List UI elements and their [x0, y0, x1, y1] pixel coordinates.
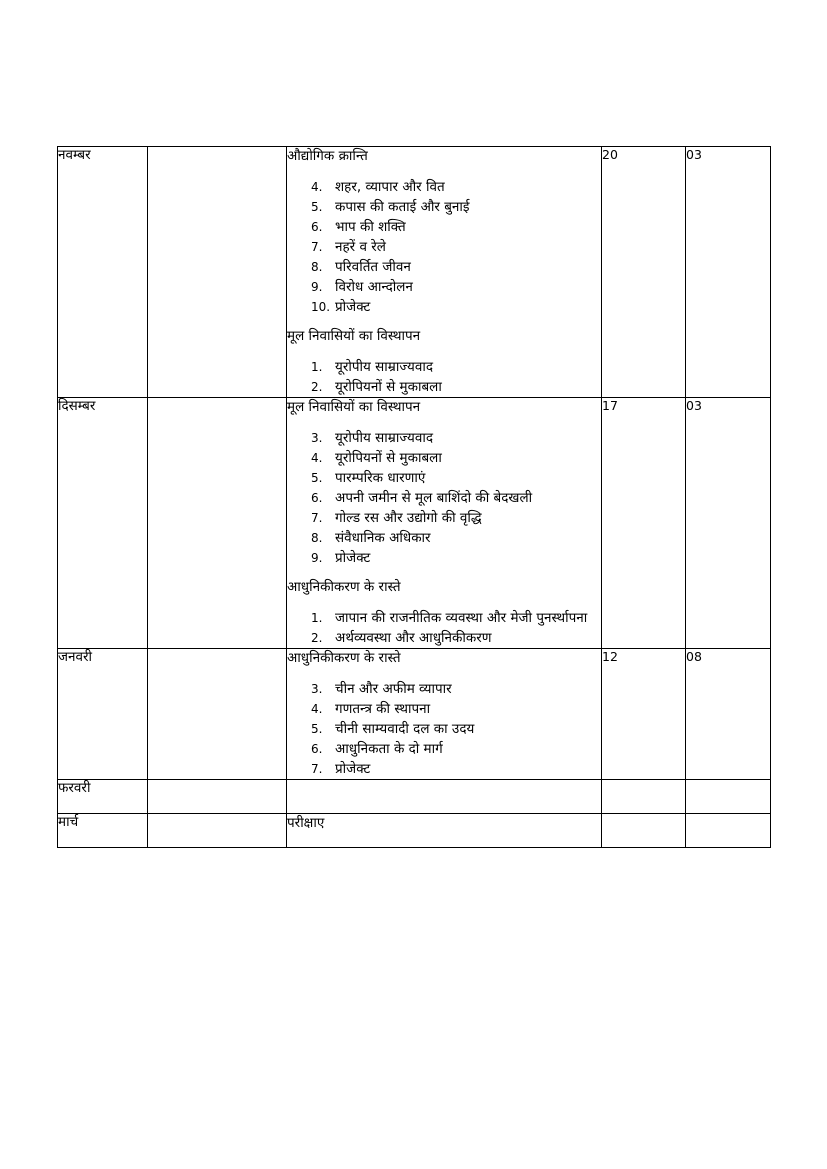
topic-list — [287, 679, 601, 779]
list-item — [311, 628, 601, 648]
list-item-text: प्रोजेक्ट — [335, 299, 371, 315]
periods-cell: 17 — [602, 398, 686, 649]
list-item-text: अर्थव्यवस्था और आधुनिकीकरण — [335, 630, 492, 646]
activities-cell: 03 — [686, 398, 771, 649]
blank-cell — [148, 147, 287, 398]
list-item-text: आधुनिकता के दो मार्ग — [335, 741, 443, 757]
list-item-number: 1. — [311, 611, 323, 625]
list-item-number: 5. — [311, 200, 323, 214]
list-item-text: यूरोपीय साम्राज्यवाद — [335, 430, 434, 446]
table-row — [58, 147, 771, 398]
topic-cell — [287, 147, 602, 398]
list-item-number: 3. — [311, 682, 323, 696]
table-row — [58, 649, 771, 780]
month-cell: नवम्बर — [58, 147, 148, 398]
periods-cell: 20 — [602, 147, 686, 398]
month-cell: फरवरी — [58, 780, 148, 814]
table-row — [58, 398, 771, 649]
topic-heading: औद्योगिक क्रान्ति — [287, 148, 368, 164]
list-item — [311, 739, 601, 759]
topic-cell — [287, 398, 602, 649]
list-item-number: 4. — [311, 180, 323, 194]
list-item-text: चीन और अफीम व्यापार — [335, 681, 452, 697]
list-item-number: 9. — [311, 280, 323, 294]
topic-list — [287, 608, 601, 648]
list-item-number: 4. — [311, 451, 323, 465]
periods-cell: 12 — [602, 649, 686, 780]
list-item-text: यूरोपियनों से मुकाबला — [335, 450, 442, 466]
list-item-text: गणतन्त्र की स्थापना — [335, 701, 431, 717]
month-cell: दिसम्बर — [58, 398, 148, 649]
list-item — [311, 759, 601, 779]
list-item-text: यूरोपीय साम्राज्यवाद — [335, 359, 434, 375]
list-item — [311, 357, 601, 377]
list-item-number: 4. — [311, 702, 323, 716]
list-item-number: 6. — [311, 491, 323, 505]
list-item — [311, 679, 601, 699]
syllabus-table — [57, 146, 771, 848]
list-item — [311, 177, 601, 197]
list-item-number: 5. — [311, 471, 323, 485]
topic-cell — [287, 814, 602, 848]
topic-list — [287, 428, 601, 568]
periods-cell — [602, 814, 686, 848]
activities-cell: 03 — [686, 147, 771, 398]
list-item-number: 2. — [311, 631, 323, 645]
topic-list — [287, 177, 601, 317]
topic-list — [287, 357, 601, 397]
blank-cell — [148, 814, 287, 848]
table-row — [58, 814, 771, 848]
topic-heading: आधुनिकीकरण के रास्ते — [287, 579, 401, 595]
list-item — [311, 428, 601, 448]
list-item-number: 1. — [311, 360, 323, 374]
list-item-number: 9. — [311, 551, 323, 565]
topic-cell — [287, 780, 602, 814]
list-item — [311, 528, 601, 548]
list-item — [311, 377, 601, 397]
list-item-number: 3. — [311, 431, 323, 445]
list-item — [311, 468, 601, 488]
list-item-number: 6. — [311, 742, 323, 756]
list-item-text: जापान की राजनीतिक व्यवस्था और मेजी पुनर्स्थापना — [335, 610, 588, 626]
list-item-text: कपास की कताई और बुनाई — [335, 199, 470, 215]
list-item-text: नहरें व रेले — [335, 239, 386, 255]
list-item-text: गोल्ड रस और उद्योगो की वृद्धि — [335, 510, 482, 526]
list-item-text: चीनी साम्यवादी दल का उदय — [335, 721, 475, 737]
list-item-text: प्रोजेक्ट — [335, 550, 371, 566]
blank-cell — [148, 780, 287, 814]
topic-heading: परीक्षाए — [287, 815, 325, 831]
list-item-text: भाप की शक्ति — [335, 219, 406, 235]
list-item — [311, 197, 601, 217]
list-item-text: संवैधानिक अधिकार — [335, 530, 431, 546]
list-item-number: 10. — [311, 300, 331, 314]
list-item — [311, 448, 601, 468]
list-item — [311, 277, 601, 297]
list-item-text: शहर, व्यापार और वित — [335, 179, 445, 195]
list-item — [311, 548, 601, 568]
list-item-text: परिवर्तित जीवन — [335, 259, 411, 275]
list-item-number: 7. — [311, 240, 323, 254]
activities-cell — [686, 814, 771, 848]
list-item — [311, 297, 601, 317]
topic-heading: मूल निवासियों का विस्थापन — [287, 328, 421, 344]
list-item — [311, 608, 601, 628]
list-item — [311, 719, 601, 739]
list-item — [311, 699, 601, 719]
month-cell: जनवरी — [58, 649, 148, 780]
month-cell: मार्च — [58, 814, 148, 848]
list-item-number: 8. — [311, 531, 323, 545]
periods-cell — [602, 780, 686, 814]
list-item-number: 7. — [311, 762, 323, 776]
list-item-number: 6. — [311, 220, 323, 234]
blank-cell — [148, 398, 287, 649]
list-item — [311, 257, 601, 277]
list-item-text: विरोध आन्दोलन — [335, 279, 413, 295]
topic-heading: आधुनिकीकरण के रास्ते — [287, 650, 401, 666]
list-item-text: प्रोजेक्ट — [335, 761, 371, 777]
list-item-text: यूरोपियनों से मुकाबला — [335, 379, 442, 395]
list-item — [311, 508, 601, 528]
list-item — [311, 237, 601, 257]
list-item-number: 7. — [311, 511, 323, 525]
list-item-number: 2. — [311, 380, 323, 394]
list-item — [311, 488, 601, 508]
blank-cell — [148, 649, 287, 780]
list-item-number: 5. — [311, 722, 323, 736]
list-item-text: पारम्परिक धारणाएं — [335, 470, 426, 486]
list-item-number: 8. — [311, 260, 323, 274]
list-item — [311, 217, 601, 237]
activities-cell — [686, 780, 771, 814]
topic-cell — [287, 649, 602, 780]
topic-heading: मूल निवासियों का विस्थापन — [287, 399, 421, 415]
table-row — [58, 780, 771, 814]
list-item-text: अपनी जमीन से मूल बाशिंदो की बेदखली — [335, 490, 533, 506]
activities-cell: 08 — [686, 649, 771, 780]
syllabus-table-body — [58, 147, 771, 848]
